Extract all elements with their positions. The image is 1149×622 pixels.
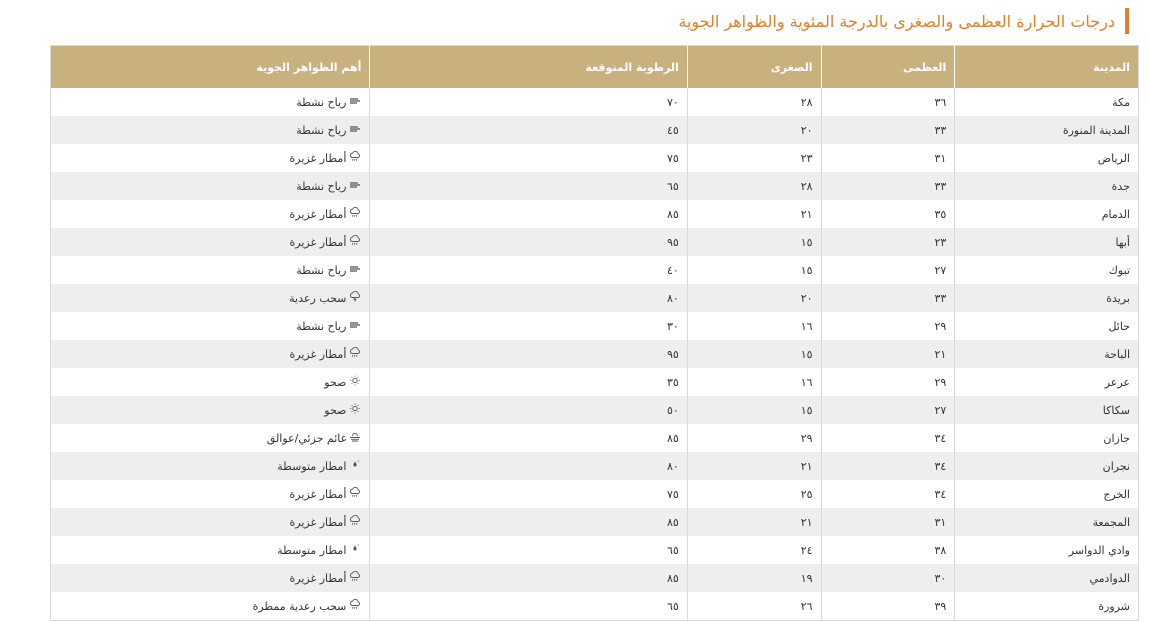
weather-text: رياح نشطة [296, 123, 347, 137]
cell-min: ١٦ [687, 368, 821, 396]
cell-humidity: ٧٥ [369, 144, 686, 172]
cell-humidity: ٦٥ [369, 172, 686, 200]
cell-min: ٢٣ [687, 144, 821, 172]
header-weather: أهم الظواهر الجوية [256, 60, 362, 74]
table-row [51, 144, 1138, 172]
weather-label [277, 459, 361, 473]
weather-label [296, 263, 361, 277]
cell-humidity: ٨٠ [369, 284, 686, 312]
table-row [51, 172, 1138, 200]
weather-label [289, 291, 361, 305]
cell-city: المدينة المنورة [954, 116, 1138, 144]
heavy-rain-icon [349, 515, 361, 529]
wind-icon [349, 319, 361, 333]
cell-humidity: ٧٠ [369, 88, 686, 116]
cell-min: ١٥ [687, 256, 821, 284]
cell-humidity: ٨٥ [369, 508, 686, 536]
table-row [51, 116, 1138, 144]
table-row [51, 508, 1138, 536]
cell-weather [51, 228, 369, 256]
cell-humidity: ٨٥ [369, 564, 686, 592]
cell-min: ٢٤ [687, 536, 821, 564]
weather-text: امطار متوسطة [277, 543, 347, 557]
cell-max: ٢٧ [821, 396, 955, 424]
moderate-rain-icon [349, 459, 361, 473]
table-row [51, 368, 1138, 396]
weather-text: أمطار غزيرة [289, 571, 347, 585]
cell-max: ٣٥ [821, 200, 955, 228]
cell-humidity: ٧٥ [369, 480, 686, 508]
weather-text: أمطار غزيرة [289, 207, 347, 221]
cell-city: جازان [954, 424, 1138, 452]
weather-label [290, 347, 362, 361]
cell-min: ١٩ [687, 564, 821, 592]
cell-min: ١٦ [687, 312, 821, 340]
table-row [51, 480, 1138, 508]
weather-label [290, 207, 362, 221]
weather-text: غائم جزئي/عوالق [266, 431, 347, 445]
table-row [51, 424, 1138, 452]
weather-text: أمطار غزيرة [289, 347, 347, 361]
header-min: الصغرى [687, 46, 821, 88]
weather-label [290, 235, 362, 249]
cell-min: ٢٠ [687, 116, 821, 144]
cell-humidity: ٥٠ [369, 396, 686, 424]
heavy-rain-icon [349, 347, 361, 361]
cell-weather [51, 340, 369, 368]
cell-min: ١٥ [687, 396, 821, 424]
weather-label [267, 431, 362, 445]
table-row [51, 284, 1138, 312]
cell-city: تبوك [954, 256, 1138, 284]
cell-max: ٢١ [821, 340, 955, 368]
table-row [51, 592, 1138, 620]
weather-label [296, 179, 361, 193]
cell-min: ١٥ [687, 340, 821, 368]
wind-icon [349, 95, 361, 109]
sun-icon [349, 375, 361, 389]
cell-weather [51, 508, 369, 536]
cell-city: وادي الدواسر [954, 536, 1138, 564]
weather-label [277, 543, 361, 557]
cell-min: ٢٨ [687, 172, 821, 200]
cell-city: جدة [954, 172, 1138, 200]
weather-text: سحب رعدية [289, 291, 347, 305]
cell-city: الدوادمي [954, 564, 1138, 592]
cell-humidity: ٦٥ [369, 536, 686, 564]
heavy-rain-icon [349, 599, 361, 613]
cell-max: ٣٠ [821, 564, 955, 592]
cell-min: ٢١ [687, 452, 821, 480]
cell-max: ٣٩ [821, 592, 955, 620]
cell-min: ٢١ [687, 200, 821, 228]
cell-city: المجمعة [954, 508, 1138, 536]
weather-text: امطار متوسطة [277, 459, 347, 473]
table-row [51, 396, 1138, 424]
cell-min: ٢٨ [687, 88, 821, 116]
cell-min: ٢٦ [687, 592, 821, 620]
title-accent-bar [1125, 8, 1129, 34]
table-row [51, 256, 1138, 284]
weather-label [324, 375, 361, 389]
heavy-rain-icon [349, 571, 361, 585]
sun-icon [349, 403, 361, 417]
weather-text: أمطار غزيرة [289, 151, 347, 165]
page-title-block [678, 8, 1129, 34]
table-body [51, 88, 1138, 620]
page-title: درجات الحرارة العظمى والصغرى بالدرجة المئوية والظواهر الجوية [678, 11, 1115, 31]
table-row [51, 564, 1138, 592]
cell-max: ٣٤ [821, 480, 955, 508]
thunder-cloud-icon [349, 291, 361, 305]
cell-city: بريدة [954, 284, 1138, 312]
cell-humidity: ٩٥ [369, 228, 686, 256]
cell-max: ٣٣ [821, 116, 955, 144]
weather-text: سحب رعدية ممطرة [252, 599, 347, 613]
cell-max: ٢٩ [821, 368, 955, 396]
cell-weather [51, 592, 369, 620]
cell-humidity: ٣٥ [369, 368, 686, 396]
moderate-rain-icon [349, 543, 361, 557]
header-city: المدينة [954, 46, 1138, 88]
weather-label [290, 571, 362, 585]
weather-text: رياح نشطة [296, 95, 347, 109]
cell-weather [51, 256, 369, 284]
cell-weather [51, 424, 369, 452]
cell-weather [51, 116, 369, 144]
heavy-rain-icon [349, 207, 361, 221]
wind-icon [349, 179, 361, 193]
weather-text: أمطار غزيرة [289, 515, 347, 529]
cell-humidity: ٨٠ [369, 452, 686, 480]
cell-humidity: ٤٥ [369, 116, 686, 144]
cell-city: الباحة [954, 340, 1138, 368]
table-header [51, 46, 1138, 88]
wind-icon [349, 263, 361, 277]
cell-weather [51, 312, 369, 340]
cell-weather [51, 396, 369, 424]
cell-humidity: ٩٥ [369, 340, 686, 368]
cell-city: شرورة [954, 592, 1138, 620]
weather-label [290, 151, 362, 165]
cell-humidity: ٨٥ [369, 200, 686, 228]
cell-min: ٢٥ [687, 480, 821, 508]
cell-city: سكاكا [954, 396, 1138, 424]
cell-city: عرعر [954, 368, 1138, 396]
cell-max: ٣٣ [821, 172, 955, 200]
cell-humidity: ٤٠ [369, 256, 686, 284]
weather-text: صحو [324, 375, 347, 389]
weather-text: رياح نشطة [296, 263, 347, 277]
weather-table [50, 45, 1139, 621]
cell-max: ٢٣ [821, 228, 955, 256]
cell-city: أبها [954, 228, 1138, 256]
cell-city: الرياض [954, 144, 1138, 172]
cell-max: ٢٧ [821, 256, 955, 284]
cell-max: ٣٣ [821, 284, 955, 312]
cell-weather [51, 172, 369, 200]
weather-label [296, 123, 361, 137]
cell-min: ١٥ [687, 228, 821, 256]
header-max: العظمى [821, 46, 955, 88]
cell-weather [51, 452, 369, 480]
weather-label [290, 487, 362, 501]
cell-city: حائل [954, 312, 1138, 340]
cell-max: ٣٦ [821, 88, 955, 116]
cell-weather [51, 88, 369, 116]
cell-max: ٢٩ [821, 312, 955, 340]
cell-max: ٣٤ [821, 452, 955, 480]
cell-max: ٣٤ [821, 424, 955, 452]
cell-weather [51, 200, 369, 228]
cell-min: ٢١ [687, 508, 821, 536]
cell-max: ٣١ [821, 508, 955, 536]
wind-icon [349, 123, 361, 137]
weather-text: رياح نشطة [296, 319, 347, 333]
cell-weather [51, 564, 369, 592]
cell-city: الخرج [954, 480, 1138, 508]
weather-text: رياح نشطة [296, 179, 347, 193]
cell-weather [51, 284, 369, 312]
cell-city: مكة [954, 88, 1138, 116]
header-humidity: الرطوبة المتوقعة [369, 46, 686, 88]
table-row [51, 340, 1138, 368]
weather-text: أمطار غزيرة [289, 487, 347, 501]
cell-max: ٣١ [821, 144, 955, 172]
table-row [51, 452, 1138, 480]
table-row [51, 200, 1138, 228]
heavy-rain-icon [349, 235, 361, 249]
table-row [51, 312, 1138, 340]
heavy-rain-icon [349, 487, 361, 501]
weather-label [253, 599, 362, 613]
weather-text: أمطار غزيرة [289, 235, 347, 249]
table-row [51, 228, 1138, 256]
cell-weather [51, 536, 369, 564]
cell-weather [51, 480, 369, 508]
weather-label [296, 319, 361, 333]
cell-city: الدمام [954, 200, 1138, 228]
cell-min: ٢٠ [687, 284, 821, 312]
haze-icon [349, 431, 361, 445]
cell-city: نجران [954, 452, 1138, 480]
table-row [51, 88, 1138, 116]
cell-max: ٣٨ [821, 536, 955, 564]
cell-humidity: ٨٥ [369, 424, 686, 452]
weather-label [324, 403, 361, 417]
weather-label [296, 95, 361, 109]
weather-text: صحو [324, 403, 347, 417]
heavy-rain-icon [349, 151, 361, 165]
table-row [51, 536, 1138, 564]
cell-humidity: ٣٠ [369, 312, 686, 340]
cell-min: ٢٩ [687, 424, 821, 452]
weather-label [290, 515, 362, 529]
cell-weather [51, 144, 369, 172]
cell-weather [51, 368, 369, 396]
cell-humidity: ٦٥ [369, 592, 686, 620]
